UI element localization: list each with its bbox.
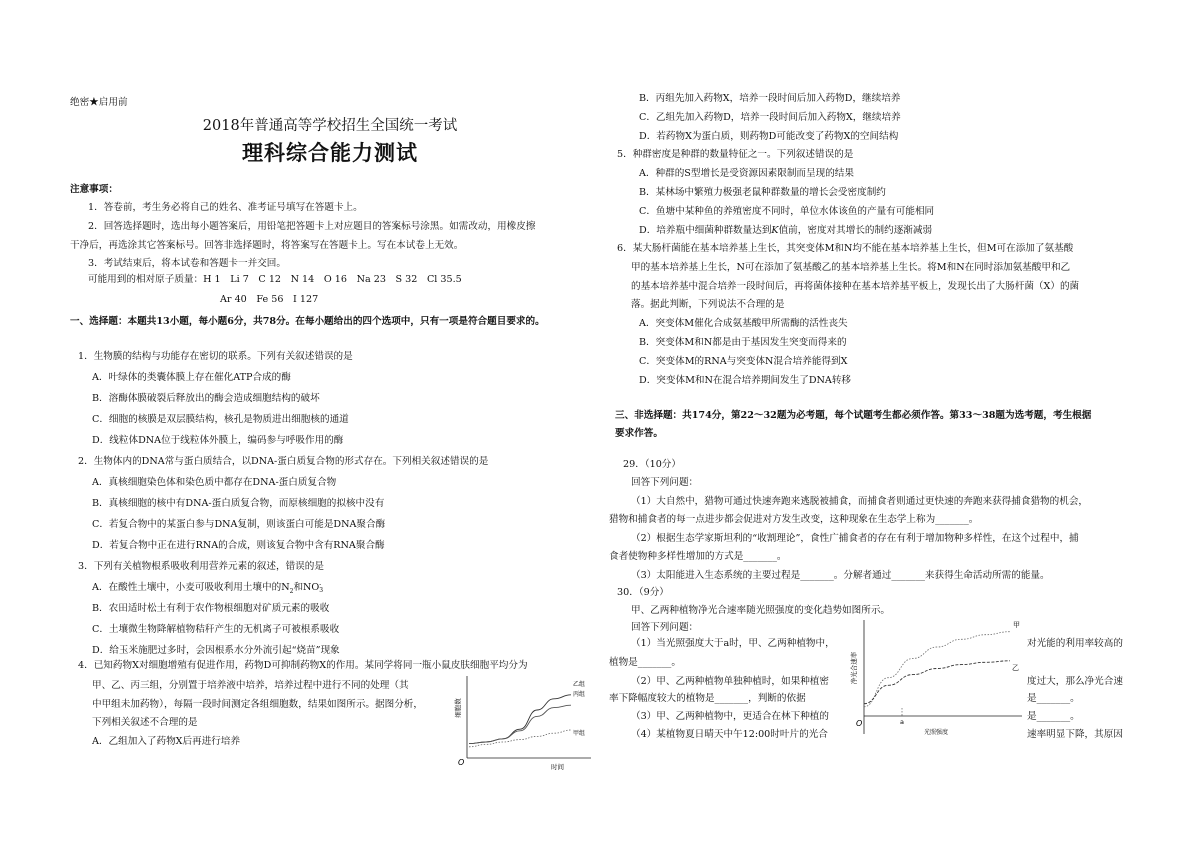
q2-option-b: B．真核细胞的核中有DNA-蛋白质复合物，而原核细胞的拟核中没有: [92, 498, 385, 509]
q4-option-d: D．若药物X为蛋白质，则药物D可能改变了药物X的空间结构: [639, 131, 899, 142]
q6-line3: 的基本培养基中混合培养一段时间后，再将菌体接种在基本培养基平板上，发现长出了大肠杆菌（X）的菌: [631, 281, 1080, 292]
q30-part2-d: 是_______。: [1027, 693, 1080, 704]
q30-part4-a: （4）某植物夏日晴天中午12:00时叶片的光合: [631, 729, 828, 740]
q30-intro: 甲、乙两种植物净光合速率随光照强度的变化趋势如图所示。: [631, 605, 891, 616]
q4-option-a: A．乙组加入了药物X后再进行培养: [92, 736, 241, 747]
q4-option-c: C．乙组先加入药物D，培养一段时间后加入药物X，继续培养: [639, 112, 901, 123]
q1-option-c: C．细胞的核膜是双层膜结构，核孔是物质进出细胞核的通道: [92, 414, 349, 425]
y-axis-label: 细胞数: [454, 698, 462, 718]
notice-item-2: 2．回答选择题时，选出每小题答案后，用铅笔把答题卡上对应题目的答案标号涂黑。如需改动，用橡皮擦: [88, 221, 536, 232]
q6-option-a: A．突变体M催化合成氨基酸甲所需酶的活性丧失: [639, 318, 848, 329]
marker-label-a: a: [900, 718, 904, 726]
series-line-jia: [469, 730, 571, 747]
q2-option-a: A．真核细胞染色体和染色质中都存在DNA-蛋白质复合物: [92, 477, 337, 488]
q30-head: 30．（9分）: [617, 587, 669, 598]
series-line-bing: [469, 705, 571, 743]
q30-part1-b: 对光能的利用率较高的: [1027, 638, 1123, 649]
q3-option-b: B．农田适时松土有利于农作物根细胞对矿质元素的吸收: [92, 603, 330, 614]
q29-part2-b: 食者使物种多样性增加的方式是_______。: [609, 551, 787, 562]
q30-part1-a: （1）当光照强度大于a时，甲、乙两种植物中，: [631, 638, 835, 649]
q30-part3-b: 是_______。: [1027, 711, 1080, 722]
notice-heading: 注意事项：: [70, 184, 118, 195]
q29-head: 29．（10分）: [623, 459, 681, 470]
q30-part3-a: （3）甲、乙两种植物中，更适合在林下种植的: [631, 711, 829, 722]
q4-line4: 下列相关叙述不合理的是: [92, 717, 198, 728]
q30-part2-a: （2）甲、乙两种植物单独种植时，如果种植密: [631, 676, 829, 687]
q3-option-a: A．在酸性土壤中，小麦可吸收利用土壤中的$N_2$和NO - 3: [92, 580, 324, 595]
q30-part2-c: 率下降幅度较大的植物是_______，判断的依据: [609, 693, 806, 704]
legend-bing: 丙组: [573, 691, 586, 698]
q6-line4: 落。据此判断，下列说法不合理的是: [631, 299, 785, 310]
cell-growth-chart: [447, 672, 595, 772]
q29-part1-a: （1）大自然中，猎物可通过快速奔跑来逃脱被捕食，而捕食者则通过更快速的奔跑来获得捕食猎物的机会，: [631, 496, 1089, 507]
q4-option-b: B．丙组先加入药物X，培养一段时间后加入药物D，继续培养: [639, 93, 901, 104]
q6-option-b: B．突变体M和N都是由于基因发生突变而得来的: [639, 337, 847, 348]
q30-part4-b: 速率明显下降，其原因: [1027, 729, 1123, 740]
q1-option-b: B．溶酶体膜破裂后释放出的酶会造成细胞结构的破坏: [92, 393, 320, 404]
x-axis-label: 时间: [551, 763, 564, 771]
q1-option-a: A．叶绿体的类囊体膜上存在催化ATP合成的酶: [92, 372, 291, 383]
series-line-yi: [864, 661, 1010, 704]
q29-part3: （3）太阳能进入生态系统的主要过程是_______。分解者通过_______来获得生命活动所需的能量。: [631, 570, 1050, 581]
q2-option-c: C．若复合物中的某蛋白参与DNA复制，则该蛋白可能是DNA聚合酶: [92, 519, 386, 530]
q5-option-c: C．鱼塘中某种鱼的养殖密度不同时，单位水体该鱼的产量有可能相同: [639, 206, 935, 217]
q30-part1-c: 植物是_______。: [609, 657, 681, 668]
exam-title: 2018年普通高等学校招生全国统一考试: [202, 118, 458, 134]
notice-item-1: 1．答卷前，考生务必将自己的姓名、准考证号填写在答题卡上。: [88, 202, 363, 213]
q4-line3: 中甲组未加药物），每隔一段时间测定各组细胞数，结果如图所示。据图分析，: [92, 699, 423, 710]
origin-label: O: [856, 719, 863, 728]
section1-heading: 一、选择题：本题共13小题，每小题6分，共78分。在每小题给出的四个选项中，只有一项是符合题目要求的。: [70, 316, 545, 327]
legend-jia: 甲: [1013, 621, 1020, 629]
q29-intro: 回答下列问题：: [631, 477, 699, 488]
q6-line1: 6．某大肠杆菌能在基本培养基上生长，其突变体M和N均不能在基本培养基上生长，但M可在添加了氨基酸: [617, 243, 1074, 254]
q29-part2-a: （2）根据生态学家斯坦利的“收割理论”，食性广捕食者的存在有利于增加物种多样性，在这个过程中，捕: [631, 533, 1079, 544]
legend-yi: 乙: [1012, 664, 1019, 672]
x-axis-label: 光照强度: [924, 729, 949, 736]
section3-heading-line2: 要求作答。: [615, 428, 663, 439]
q6-option-d: D．突变体M和N在混合培养期间发生了DNA转移: [639, 375, 852, 386]
q4-line1: 4．已知药物X对细胞增殖有促进作用，药物D可抑制药物X的作用。某同学将同一瓶小鼠皮肤细胞平均分为: [78, 660, 528, 671]
y-axis-label: 净光合速率: [850, 651, 858, 685]
subject-title: 理科综合能力测试: [242, 140, 418, 165]
notice-item-3: 3．考试结束后，将本试卷和答题卡一并交回。: [88, 258, 286, 269]
q5-option-d: D．培养瓶中细菌种群数量达到K值前，密度对其增长的制约逐渐减弱: [639, 225, 933, 236]
q3-option-c: C．土壤微生物降解植物秸秆产生的无机离子可被根系吸收: [92, 624, 340, 635]
q3-stem: 3．下列有关植物根系吸收利用营养元素的叙述，错误的是: [78, 561, 324, 572]
q5-option-a: A．种群的S型增长是受资源因素限制而呈现的结果: [639, 168, 854, 179]
q3-option-d: D．给玉米施肥过多时，会因根系水分外流引起“烧苗”现象: [92, 645, 340, 656]
q5-option-b: B．某林场中繁殖力极强老鼠种群数量的增长会受密度制约: [639, 187, 886, 198]
series-line-jia: [864, 632, 1010, 707]
atomic-masses-1: 可能用到的相对原子质量：H 1 Li 7 C 12 N 14 O 16 Na 23 S 32 Cl 35.5: [88, 274, 462, 285]
legend-yi: 乙组: [573, 681, 586, 688]
section3-heading-line1: 三、非选择题：共174分，第22～32题为必考题，每个试题考生都必须作答。第33～38题为选考题，考生根据: [615, 410, 1092, 421]
q29-part1-b: 猎物和捕食者的每一点进步都会促进对方发生改变，这种现象在生态学上称为_______。: [609, 514, 979, 525]
atomic-masses-2: Ar 40 Fe 56 I 127: [220, 294, 319, 305]
q6-option-c: C．突变体M的RNA与突变体N混合培养能得到X: [639, 356, 848, 367]
q1-stem: 1．生物膜的结构与功能存在密切的联系。下列有关叙述错误的是: [78, 351, 353, 362]
q30-ask: 回答下列问题：: [631, 622, 699, 633]
q1-option-d: D．线粒体DNA位于线粒体外膜上，编码参与呼吸作用的酶: [92, 435, 344, 446]
q4-line2: 甲、乙、丙三组，分别置于培养液中培养，培养过程中进行不同的处理（其: [92, 680, 409, 691]
photosynthesis-chart: [846, 616, 1026, 740]
q2-option-d: D．若复合物中正在进行RNA的合成，则该复合物中含有RNA聚合酶: [92, 540, 385, 551]
legend-jia: 甲组: [573, 730, 586, 737]
q2-stem: 2．生物体内的DNA常与蛋白质结合，以DNA-蛋白质复合物的形式存在。下列相关叙述错误的是: [78, 456, 489, 467]
notice-item-2-cont: 干净后，再选涂其它答案标号。回答非选择题时，将答案写在答题卡上。写在本试卷上无效。: [70, 240, 464, 251]
origin-label: O: [458, 758, 465, 767]
q30-part2-b: 度过大，那么净光合速: [1027, 676, 1123, 687]
q5-stem: 5．种群密度是种群的数量特征之一。下列叙述错误的是: [617, 149, 854, 160]
q6-line2: 甲的基本培养基上生长，N可在添加了氨基酸乙的基本培养基上生长。将M和N在同时添加氨基酸甲和乙: [631, 262, 1071, 273]
secret-label: 绝密★启用前: [70, 97, 128, 108]
series-line-yi: [469, 695, 571, 744]
